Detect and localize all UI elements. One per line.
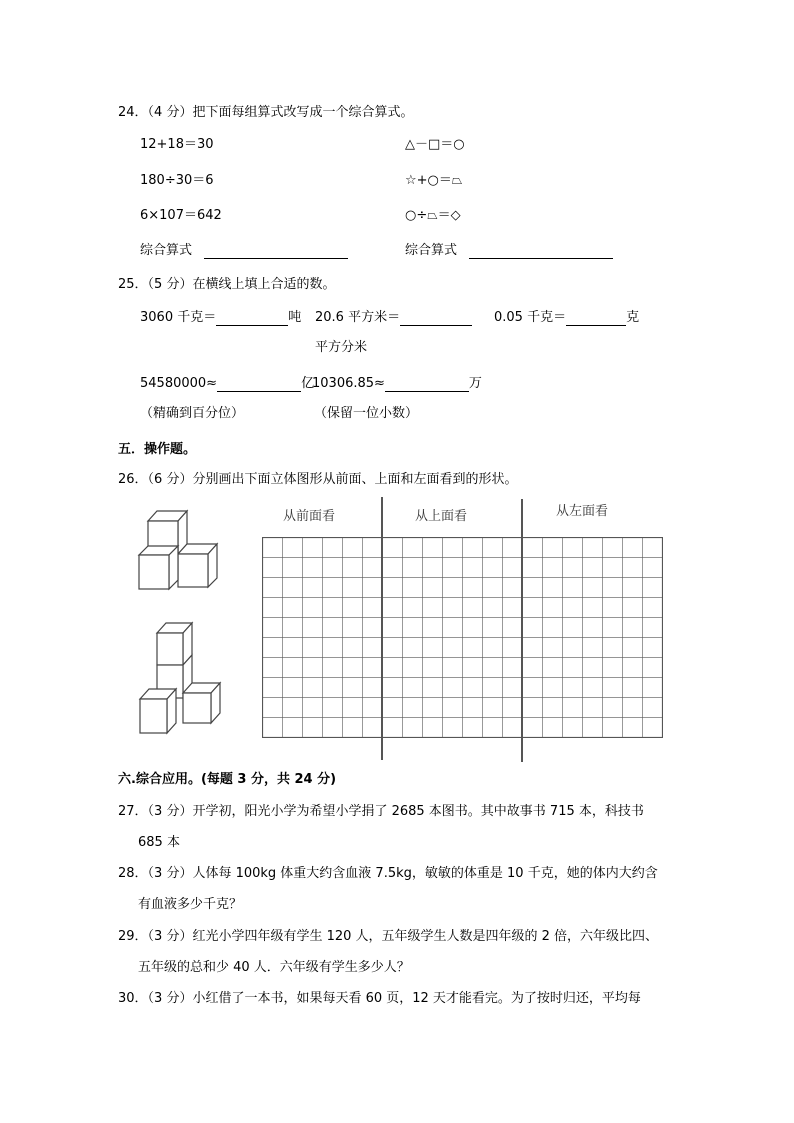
q25-item-3-unit: 克 — [626, 310, 640, 325]
grid-lines-icon — [262, 537, 663, 738]
q25-item-5-prefix: 10306.85≈ — [312, 376, 385, 391]
q25-item-5 — [312, 376, 482, 392]
section-6-heading: 六.综合应用。(每题 3 分，共 24 分) — [118, 772, 337, 787]
q25-note-2: （保留一位小数） — [314, 406, 419, 421]
answer-blank-q25-2[interactable] — [400, 311, 472, 326]
q30-line-1: 30．（3 分）小红借了一本书，如果每天看 60 页，12 天才能看完。为了按时归还，平均每 — [118, 991, 641, 1006]
q24-combined-right — [405, 243, 613, 259]
answer-blank-combined-left[interactable] — [204, 244, 348, 259]
combined-label: 综合算式 — [405, 243, 458, 258]
q27-line-2: 685 本 — [138, 835, 180, 850]
answer-blank-q25-5[interactable] — [385, 377, 469, 392]
q28-line-2: 有血液多少千克？ — [138, 897, 243, 912]
view-label-front: 从前面看 — [283, 509, 336, 524]
q24-left-eq-2: 180÷30＝6 — [140, 173, 214, 188]
q25-title: 25．（5 分）在横线上填上合适的数。 — [118, 277, 336, 292]
q25-item-4-unit: 亿 — [301, 376, 315, 391]
answer-blank-q25-4[interactable] — [217, 377, 301, 392]
q25-item-3-prefix: 0.05 千克＝ — [494, 310, 567, 325]
q25-item-4-prefix: 54580000≈ — [140, 376, 218, 391]
drawing-grid[interactable] — [262, 537, 662, 737]
q25-item-2-prefix: 20.6 平方米＝ — [315, 310, 401, 325]
view-divider-2 — [521, 499, 523, 762]
answer-blank-combined-right[interactable] — [469, 244, 613, 259]
q25-note-1: （精确到百分位） — [140, 406, 245, 421]
view-label-left: 从左面看 — [556, 504, 609, 519]
q29-line-2: 五年级的总和少 40 人．六年级有学生多少人？ — [138, 960, 410, 975]
q25-item-4 — [140, 376, 314, 392]
q24-left-eq-3: 6×107＝642 — [140, 208, 222, 223]
q25-item-1-prefix: 3060 千克＝ — [140, 310, 217, 325]
combined-label: 综合算式 — [140, 243, 193, 258]
q25-item-2-unit: 平方分米 — [315, 340, 368, 355]
q24-right-eq-1: △－□＝○ — [405, 137, 465, 152]
q24-title: 24．（4 分）把下面每组算式改写成一个综合算式。 — [118, 105, 414, 120]
solid-figures-icon — [130, 505, 230, 735]
view-divider-1 — [381, 497, 383, 760]
q25-item-5-unit: 万 — [468, 376, 482, 391]
view-label-top: 从上面看 — [415, 509, 468, 524]
q25-item-1-unit: 吨 — [288, 310, 302, 325]
q25-item-1 — [140, 310, 301, 326]
section-5-heading: 五．操作题。 — [118, 442, 197, 457]
q24-right-eq-3: ○÷⏢＝◇ — [405, 208, 461, 223]
answer-blank-q25-1[interactable] — [216, 311, 288, 326]
q27-line-1: 27．（3 分）开学初，阳光小学为希望小学捐了 2685 本图书。其中故事书 715 本，科技书 — [118, 804, 644, 819]
q24-combined-left — [140, 243, 348, 259]
q25-item-3 — [494, 310, 639, 326]
q24-right-eq-2: ☆+○＝⏢ — [405, 173, 463, 188]
q25-item-2 — [315, 310, 472, 326]
q29-line-1: 29．（3 分）红光小学四年级有学生 120 人，五年级学生人数是四年级的 2 倍，六年级比四、 — [118, 929, 659, 944]
q28-line-1: 28．（3 分）人体每 100kg 体重大约含血液 7.5kg，敏敏的体重是 10 千克，她的体内大约含 — [118, 866, 658, 881]
q26-title: 26．（6 分）分别画出下面立体图形从前面、上面和左面看到的形状。 — [118, 472, 518, 487]
answer-blank-q25-3[interactable] — [566, 311, 626, 326]
q24-left-eq-1: 12+18＝30 — [140, 137, 214, 152]
